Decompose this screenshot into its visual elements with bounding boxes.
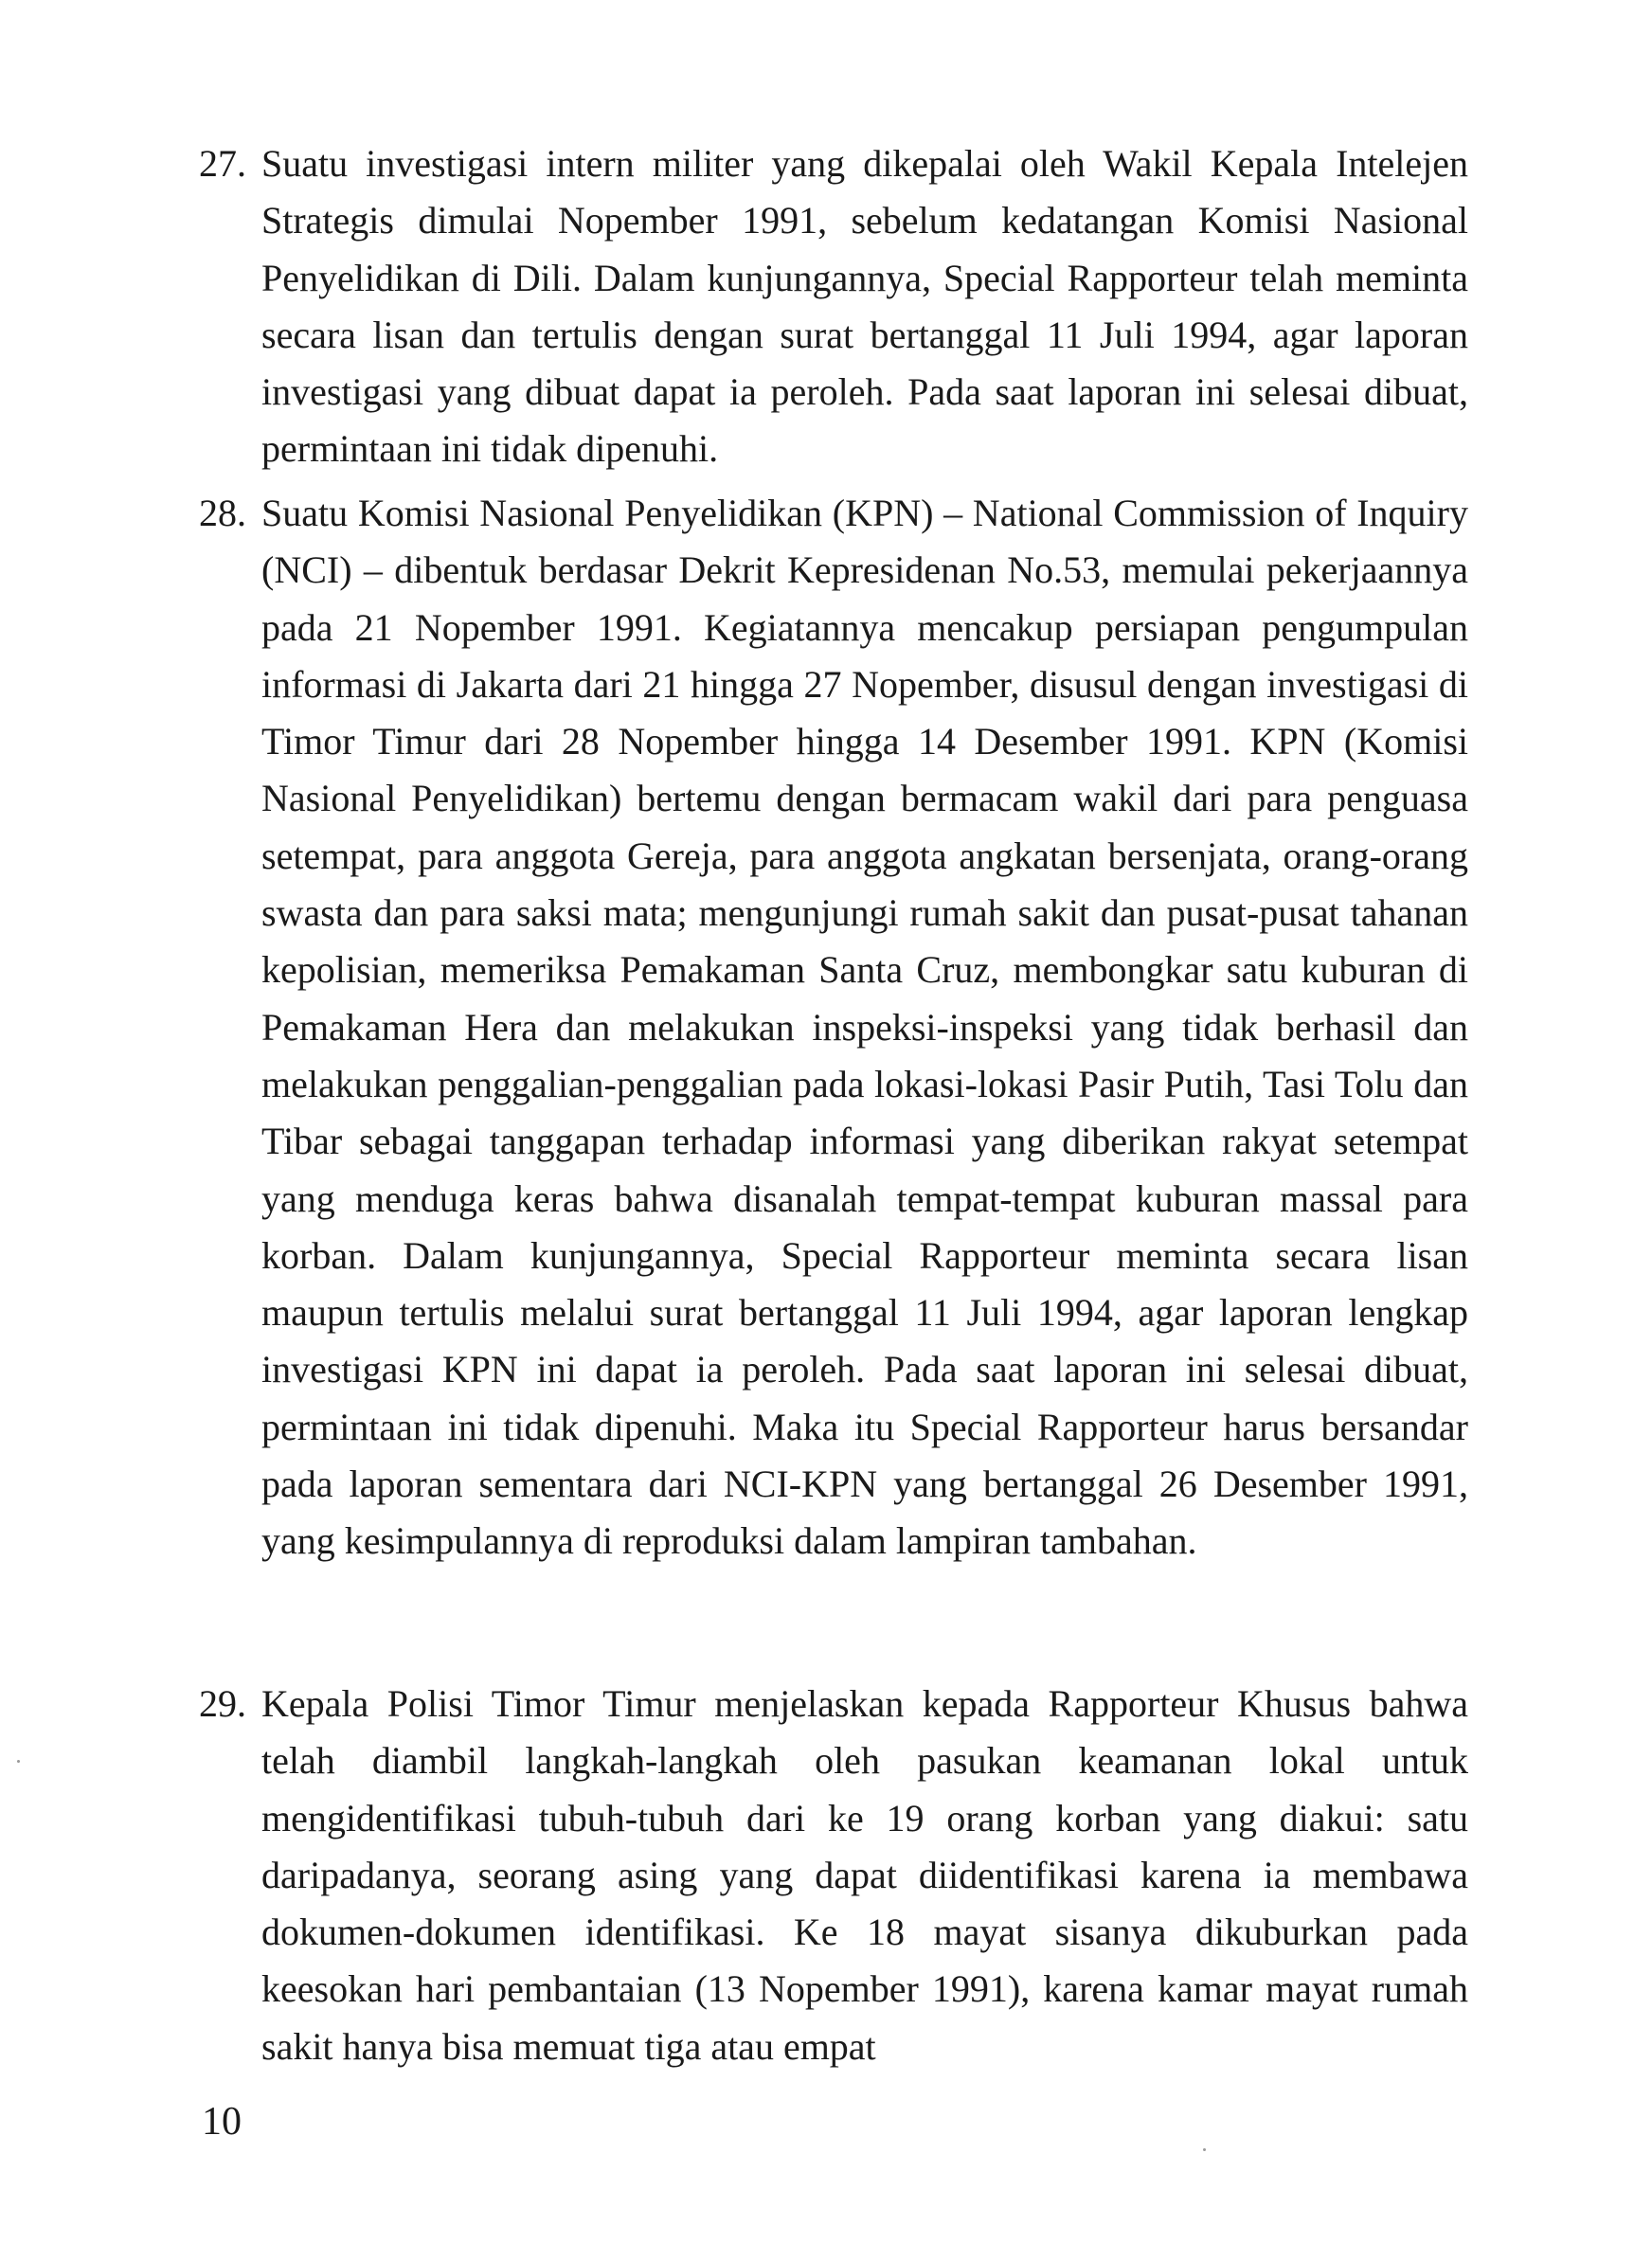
paragraph-text: Suatu investigasi intern militer yang dikepalai oleh Wakil Kepala Intelejen Strategis dimulai Nopember 1991, sebelum kedatangan Komisi Nasional Penyelidikan di Dili. Dalam kunjungannya, Special Rapporteur telah meminta secara lisan dan tertulis dengan surat bertanggal 11 Juli 1994, agar laporan investigasi yang dibuat dapat ia peroleh. Pada saat laporan ini selesai dibuat, permintaan ini tidak dipenuhi. (261, 142, 1468, 471)
scan-speck (1203, 2148, 1206, 2151)
paragraph-text: Suatu Komisi Nasional Penyelidikan (KPN) – National Commission of Inquiry (NCI) – dibentuk berdasar Dekrit Kepresidenan No.53, memulai pekerjaannya pada 21 Nopember 1991. Kegiatannya mencakup persiapan pengumpulan informasi di Jakarta dari 21 hingga 27 Nopember, disusul dengan investigasi di Timor Timur dari 28 Nopember hingga 14 Desember 1991. KPN (Komisi Nasional Penyelidikan) bertemu dengan bermacam wakil dari para penguasa setempat, para anggota Gereja, para anggota angkatan bersenjata, orang-orang swasta dan para saksi mata; mengunjungi rumah sakit dan pusat-pusat tahanan kepolisian, memeriksa Pemakaman Santa Cruz, membongkar satu kuburan di Pemakaman Hera dan melakukan inspeksi-inspeksi yang tidak berhasil dan melakukan penggalian-penggalian pada lokasi-lokasi Pasir Putih, Tasi Tolu dan Tibar sebagai tanggapan terhadap informasi yang diberikan rakyat setempat yang menduga keras bahwa disanalah tempat-tempat kuburan massal para korban. Dalam kunjungannya, Special Rapporteur meminta secara lisan maupun tertulis melalui surat bertanggal 11 Juli 1994, agar laporan lengkap investigasi KPN ini dapat ia peroleh. Pada saat laporan ini selesai dibuat, permintaan ini tidak dipenuhi. Maka itu Special Rapporteur harus bersandar pada laporan sementara dari NCI-KPN yang bertanggal 26 Desember 1991, yang kesimpulannya di reproduksi dalam lampiran tambahan. (261, 492, 1468, 1563)
page-number: 10 (202, 2100, 242, 2144)
paragraph-number: 28. (199, 492, 246, 534)
paragraph-text: Kepala Polisi Timor Timur menjelaskan kepada Rapporteur Khusus bahwa telah diambil langkah-langkah oleh pasukan keamanan lokal untuk mengidentifikasi tubuh-tubuh dari ke 19 orang korban yang diakui: satu daripadanya, seorang asing yang dapat diidentifikasi karena ia membawa dokumen-dokumen identifikasi. Ke 18 mayat sisanya dikuburkan pada keesokan hari pembantaian (13 Nopember 1991), karena kamar mayat rumah sakit hanya bisa memuat tiga atau empat (261, 1682, 1468, 2068)
paragraph-number: 27. (199, 142, 246, 185)
paragraph-number: 29. (199, 1682, 246, 1725)
scan-speck (17, 1760, 20, 1763)
